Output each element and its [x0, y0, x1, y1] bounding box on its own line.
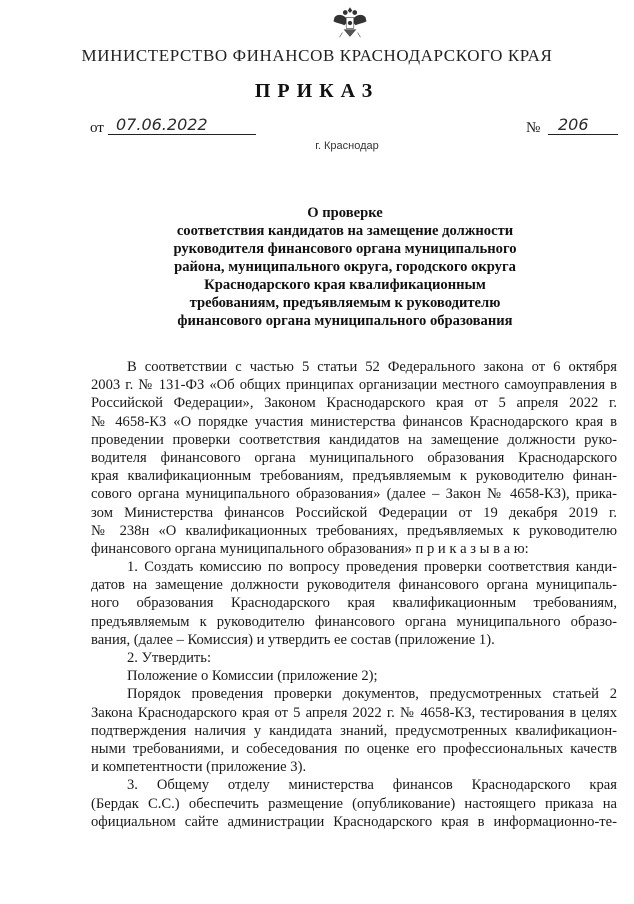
body-line: 2003 г. № 131-ФЗ «Об общих принципах организации местного самоуправления в: [91, 377, 617, 394]
body-line: датов на замещение должности руководителя финансового органа муниципаль-: [91, 577, 617, 594]
document-type-heading: ПРИКАЗ: [254, 80, 380, 102]
order-title: [140, 204, 550, 330]
order-body: [91, 358, 617, 831]
title-line: соответствия кандидатов на замещение должности: [176, 223, 514, 239]
body-line: проведении проверки соответствия кандидатов на замещение должности руко-: [91, 431, 617, 448]
city-label: г. Краснодар: [315, 140, 379, 152]
body-line: № 4658-КЗ «О порядке участия министерства финансов Краснодарского края в: [91, 413, 617, 430]
body-line: официальном сайте администрации Краснодарского края в информационно-те-: [91, 813, 617, 830]
title-line: требованиям, предъявляемым к руководителю: [189, 295, 501, 311]
body-line: вания, (далее – Комиссия) и утвердить ее состав (приложение 1).: [91, 631, 495, 648]
body-line: Российской Федерации», Законом Краснодарского края от 5 апреля 2022 г.: [91, 395, 617, 412]
body-line: (Бердак С.С.) обеспечить размещение (опубликование) настоящего приказа на: [91, 795, 617, 812]
body-line: предъявляемым к руководителю финансового органа муниципального образо-: [91, 613, 617, 630]
body-line: Порядок проведения проверки документов, предусмотренных статьей 2: [127, 686, 617, 703]
body-line: В соответствии с частью 5 статьи 52 Федерального закона от 6 октября: [127, 359, 617, 375]
coat-of-arms-icon: [331, 4, 369, 42]
body-line: ного образования Краснодарского края квалификационным требованиям,: [91, 595, 617, 612]
body-line: зом Министерства финансов Российской Федерации от 19 декабря 2019 г.: [91, 504, 617, 521]
ministry-name: МИНИСТЕРСТВО ФИНАНСОВ КРАСНОДАРСКОГО КРАЯ: [81, 46, 553, 65]
body-line: 2. Утвердить:: [127, 650, 212, 666]
body-line: финансового органа муниципального образования» п р и к а з ы в а ю:: [91, 540, 529, 557]
date-prefix: от: [90, 120, 104, 136]
body-line: Положение о Комиссии (приложение 2);: [127, 668, 378, 685]
title-line: О проверке: [307, 205, 383, 221]
body-line: Закона Краснодарского края от 5 апреля 2022 г. № 4658-КЗ, тестирования в целях: [91, 704, 617, 721]
body-line: водителя финансового органа муниципального образования Краснодарского: [91, 449, 617, 466]
body-line: 3. Общему отделу министерства финансов Краснодарского края: [127, 777, 617, 794]
handwritten-number: 206: [548, 116, 618, 135]
body-line: края квалификационным требованиям, предъявляемым к руководителю финан-: [91, 468, 617, 485]
title-line: финансового органа муниципального образования: [177, 313, 513, 329]
number-label: №: [526, 120, 541, 136]
title-line: руководителя финансового органа муниципального: [173, 241, 517, 257]
title-line: Краснодарского края квалификационным: [204, 277, 486, 293]
body-line: 1. Создать комиссию по вопросу проведения проверки соответствия канди-: [127, 559, 617, 576]
body-line: сового органа муниципального образования» (далее – Закон № 4658-КЗ), прика-: [91, 486, 617, 503]
body-line: подтверждения наличия у кандидата знаний, предусмотренных квалификацион-: [91, 722, 617, 739]
body-line: № 238н «О квалификационных требованиях, предъявляемых к руководителю: [91, 522, 617, 539]
date-number-line: [90, 116, 610, 140]
handwritten-date: 07.06.2022: [108, 116, 256, 135]
body-line: и компетентности (приложение 3).: [91, 759, 307, 776]
body-line: ными требованиями, и собеседования по оценке его профессиональных качеств: [91, 740, 617, 757]
title-line: района, муниципального округа, городского округа: [174, 259, 516, 275]
